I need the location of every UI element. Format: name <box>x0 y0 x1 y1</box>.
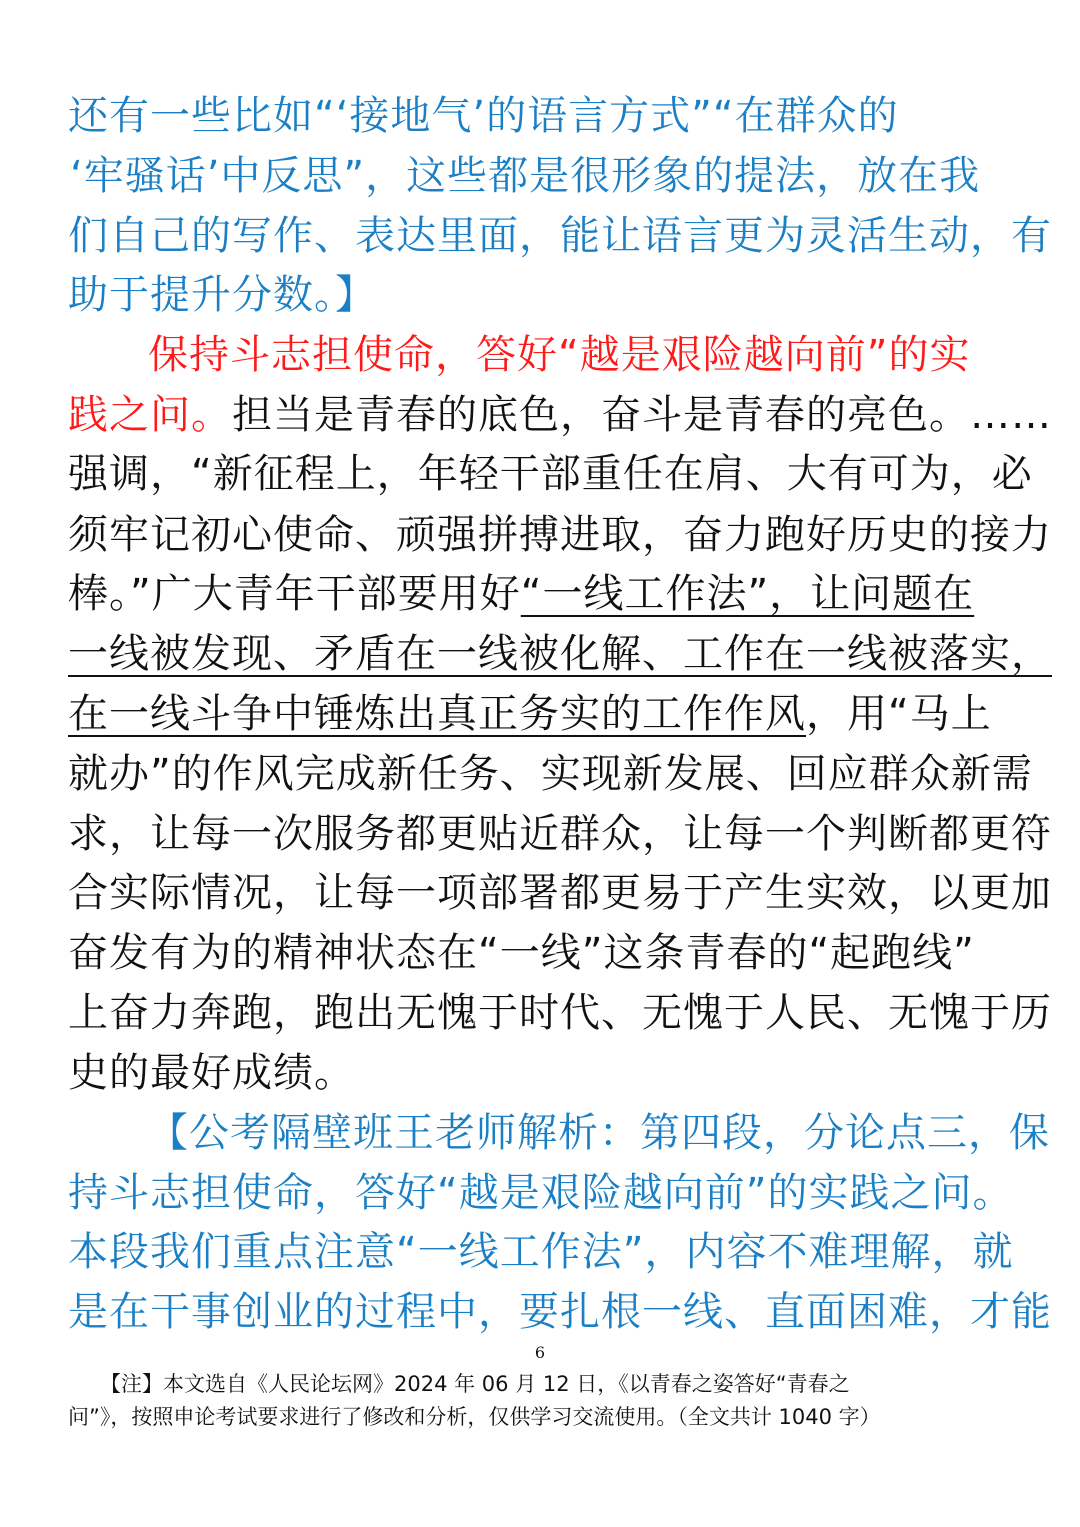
underlined-text: 在一线斗争中锤炼出真正务实的工作作风 <box>68 691 806 737</box>
para-line-8: 就办”的作风完成新任务、实现新发展、回应群众新需 <box>68 751 1033 797</box>
para-line-12: 上奋力奔跑，跑出无愧于时代、无愧于人民、无愧于历 <box>68 990 1052 1036</box>
para-line-7 <box>68 685 1018 743</box>
analysis-prev-line-1: 还有一些比如“‘接地气’的语言方式”“在群众的 <box>68 93 899 139</box>
para-line-13: 史的最好成绩。 <box>68 1050 355 1096</box>
para-line-11: 奋发有为的精神状态在“一线”这条青春的“起跑线” <box>68 930 975 976</box>
analysis-line-3: 本段我们重点注意“一线工作法”，内容不难理解，就 <box>68 1229 1014 1275</box>
para-text: 棒。”广大青年干部要用好 <box>68 571 521 617</box>
para-text: 担当是青春的底色，奋斗是青春的亮色。…… <box>232 392 1052 438</box>
para-line-4: 须牢记初心使命、顽强拼搏进取，奋力跑好历史的接力 <box>68 512 1052 558</box>
analysis-prev-line-2: ‘牢骚话’中反思”，这些都是很形象的提法，放在我 <box>70 153 981 199</box>
para-line-5 <box>68 565 1018 623</box>
analysis-prev-line-3: 们自己的写作、表达里面，能让语言更为灵活生动，有 <box>68 213 1052 259</box>
analysis-prev-line-4: 助于提升分数。】 <box>68 272 376 318</box>
para-heading: 保持斗志担使命，答好“越是艰险越向前”的实 <box>148 332 971 378</box>
footer-note-line-2: 问”》，按照申论考试要求进行了修改和分析，仅供学习交流使用。（全文共计 1040 字） <box>68 1405 881 1429</box>
analysis-line-2: 持斗志担使命，答好“越是艰险越向前”的实践之问。 <box>68 1170 1014 1216</box>
analysis-line-4: 是在干事创业的过程中，要扎根一线、直面困难，才能 <box>68 1289 1052 1335</box>
para-line-9: 求，让每一次服务都更贴近群众，让每一个判断都更符 <box>68 811 1052 857</box>
analysis-line-1: 【公考隔壁班王老师解析：第四段，分论点三，保 <box>148 1110 1050 1156</box>
para-line-10: 合实际情况，让每一项部署都更易于产生实效，以更加 <box>68 870 1052 916</box>
page-number: 6 <box>534 1343 546 1362</box>
para-text: ，用“马上 <box>806 691 992 737</box>
para-heading-end: 践之问。 <box>68 392 232 438</box>
para-line-2 <box>68 386 1052 444</box>
footer-note-line-1: 【注】本文选自《人民论坛网》2024 年 06 月 12 日，《以青春之姿答好“青春之 <box>100 1372 850 1396</box>
underlined-text: “一线工作法”，让问题在 <box>520 571 975 617</box>
para-heading-line-1 <box>148 326 1018 384</box>
para-line-6-underlined: 一线被发现、矛盾在一线被化解、工作在一线被落实， <box>68 631 1052 677</box>
para-line-3: 强调，“新征程上，年轻干部重任在肩、大有可为，必 <box>68 451 1033 497</box>
